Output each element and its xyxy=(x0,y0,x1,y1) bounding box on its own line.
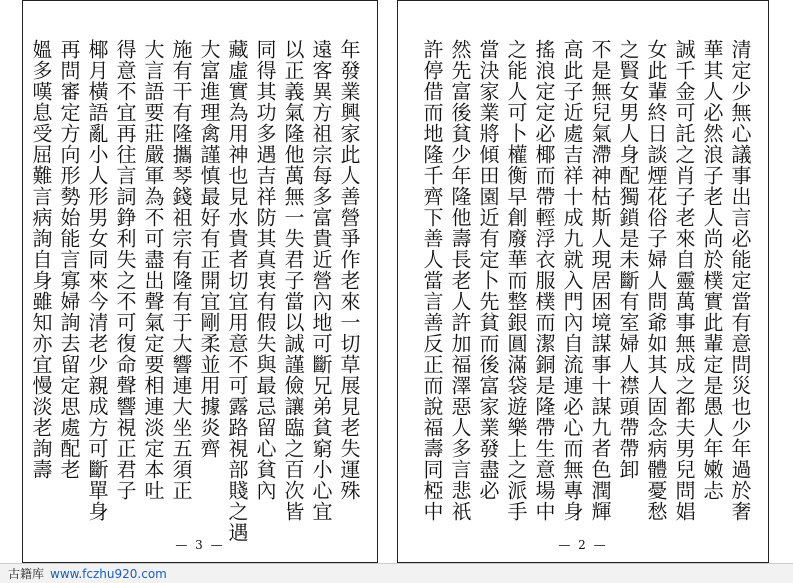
text-column: 大言語要莊嚴軍為不可盡出聲氣定要相連淡定本吐 xyxy=(141,39,165,501)
text-column: 之賢女男人身配獨鎖是未斷有室婦人襟頭帶帶卸 xyxy=(616,39,640,480)
text-column: 同得其功多遇吉祥防其真衷有假失與最忌留心貧內 xyxy=(253,39,277,501)
left-page xyxy=(22,0,378,563)
text-column: 搖浪定定必椰而帶輕浮衣服樸而潔銅是隆帶生意場中 xyxy=(532,39,556,522)
text-column: 得意不宜再往言詞錚利失之不可復命聲響視正君子 xyxy=(113,39,137,501)
text-column: 施有干有隆攜琴錢祖宗有隆有于大響連大坐五須正 xyxy=(169,39,193,501)
text-column: 然先富後貧少年隆他壽長老人許加福澤惡人多言悲祇 xyxy=(448,39,472,522)
text-column: 誠千金可託之肖子老來自靈萬事無成之都夫男兒問娼 xyxy=(672,39,696,522)
text-column: 高此子近處吉祥十成九就入門內自流連必心而無專身 xyxy=(560,39,584,522)
site-url-link[interactable]: www.fczhu920.com xyxy=(50,566,167,581)
text-column: 當決家業將傾田園近有定卜先貧而後富家業發盡必 xyxy=(476,39,500,501)
text-column: 女此輩終日談煙花俗子婦人問爺如其人固念病體憂愁 xyxy=(644,39,668,522)
text-column: 之能人可卜權衡早創廢華而整銀圓滿袋遊樂上之派手 xyxy=(504,39,528,522)
right-page-text xyxy=(412,39,754,524)
text-column: 年發業興家此人善營爭作老來一切草展見老失運殊 xyxy=(337,39,361,501)
page-number: — 2 — xyxy=(558,538,608,552)
right-page xyxy=(397,0,769,563)
text-column: 華其人必然浪子老人尚於樸實此輩定是愚人年嫩忐 xyxy=(700,39,724,501)
text-column: 藏虛實為用神也見水貴者切宜用意不可露路視部賤之遇 xyxy=(225,39,249,543)
text-column: 椰月橫語亂小人形男女同來今清老少親成方可斷單身 xyxy=(85,39,109,522)
text-column: 以正義氣隆他萬無一失君子當以誠謹儉讓臨之百次皆 xyxy=(281,39,305,522)
text-column: 不是無兒氣滯神枯斯人現居困境謀事十謀九者色潤輝 xyxy=(588,39,612,522)
page-number: — 3 — xyxy=(175,538,225,552)
text-column: 清定少無心議事出言必能定當有意問災也少年過於奢 xyxy=(728,39,752,522)
watermark-bar xyxy=(0,563,793,583)
text-column: 大富進理禽謹慎最好有正開宜剛柔並用據炎齊 xyxy=(197,39,221,459)
site-name: 古籍库 xyxy=(8,567,45,581)
text-column: 許停借而地隆千齊下善人當言善反正而說福壽同椏中 xyxy=(420,39,444,522)
text-column: 媼多嘆息受屈難言病詢自身雖知亦宜慢淡老詢壽 xyxy=(29,39,53,480)
text-column: 遠客異方祖宗每多富貴近營內地可斷兄弟貧窮小心宜 xyxy=(309,39,333,522)
text-column: 再問審定方向形勢始能言寡婦詢去留定思處配老 xyxy=(57,39,81,480)
left-page-text xyxy=(29,39,363,543)
